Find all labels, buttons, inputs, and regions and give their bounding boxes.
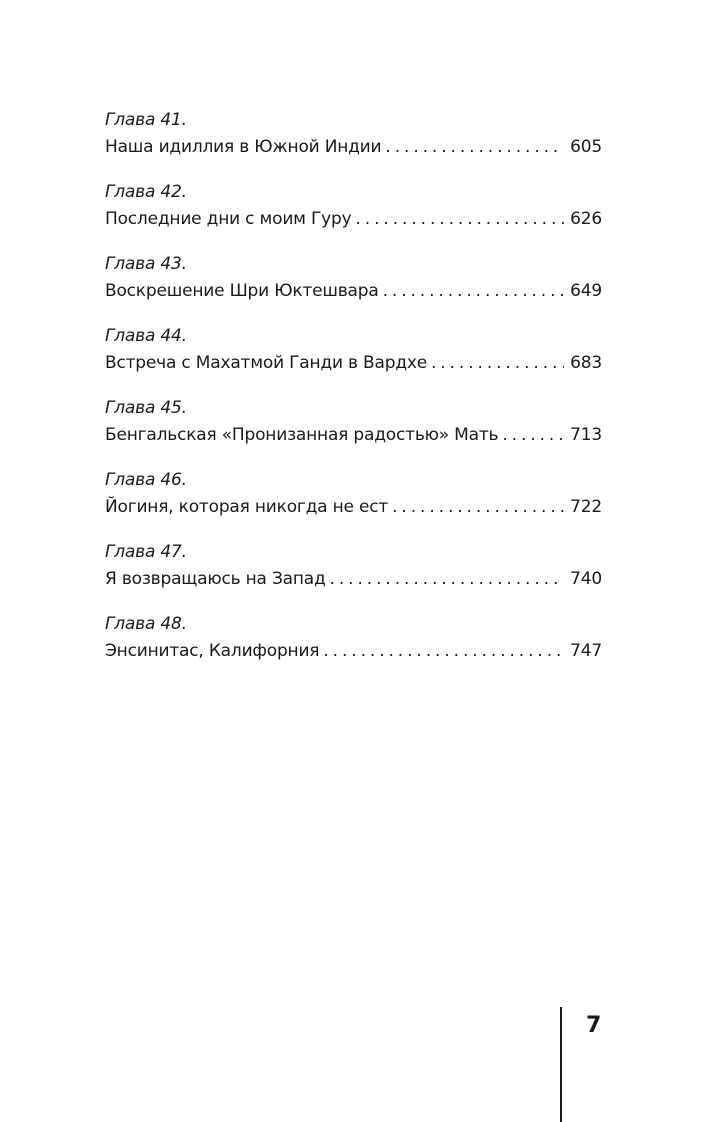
chapter-title: Встреча с Махатмой Ганди в Вардхе <box>105 353 427 373</box>
dot-leader <box>431 348 564 378</box>
toc-entry-43 <box>105 252 602 324</box>
page-number: 740 <box>570 569 602 589</box>
toc-line[interactable] <box>105 564 602 594</box>
page-number: 626 <box>570 209 602 229</box>
dot-leader <box>323 636 564 666</box>
chapter-title: Бенгальская «Пронизанная радостью» Мать <box>105 425 499 445</box>
toc-line[interactable] <box>105 636 602 666</box>
toc-entry-48 <box>105 612 602 684</box>
chapter-label: Глава 46. <box>105 470 187 490</box>
dot-leader <box>392 492 564 522</box>
chapter-title: Наша идиллия в Южной Индии <box>105 137 382 157</box>
dot-leader <box>356 204 565 234</box>
page-number: 747 <box>570 641 602 661</box>
toc-line[interactable] <box>105 276 602 306</box>
chapter-label: Глава 47. <box>105 542 187 562</box>
page-number: 683 <box>570 353 602 373</box>
chapter-title: Энсинитас, Калифорния <box>105 641 320 661</box>
toc-line[interactable] <box>105 204 602 234</box>
dot-leader <box>383 276 565 306</box>
chapter-title: Последние дни с моим Гуру <box>105 209 352 229</box>
page-number: 605 <box>570 137 602 157</box>
toc-line[interactable] <box>105 420 602 450</box>
page-number: 649 <box>570 281 602 301</box>
chapter-label: Глава 48. <box>105 614 187 634</box>
toc-entry-44 <box>105 324 602 396</box>
toc-line[interactable] <box>105 492 602 522</box>
folio-divider <box>560 1007 562 1122</box>
dot-leader <box>502 420 564 450</box>
toc-entry-41 <box>105 108 602 180</box>
chapter-title: Я возвращаюсь на Запад <box>105 569 326 589</box>
chapter-label: Глава 44. <box>105 326 187 346</box>
toc-line[interactable] <box>105 132 602 162</box>
page-number: 722 <box>570 497 602 517</box>
chapter-title: Йогиня, которая никогда не ест <box>105 497 389 517</box>
chapter-label: Глава 42. <box>105 182 187 202</box>
dot-leader <box>330 564 565 594</box>
table-of-contents <box>105 108 602 684</box>
toc-line[interactable] <box>105 348 602 378</box>
chapter-label: Глава 43. <box>105 254 187 274</box>
chapter-label: Глава 45. <box>105 398 187 418</box>
dot-leader <box>385 132 564 162</box>
page-number: 713 <box>570 425 602 445</box>
toc-entry-42 <box>105 180 602 252</box>
page-folio: 7 <box>586 1013 602 1038</box>
toc-entry-45 <box>105 396 602 468</box>
toc-entry-47 <box>105 540 602 612</box>
chapter-label: Глава 41. <box>105 110 187 130</box>
toc-entry-46 <box>105 468 602 540</box>
chapter-title: Воскрешение Шри Юктешвара <box>105 281 379 301</box>
